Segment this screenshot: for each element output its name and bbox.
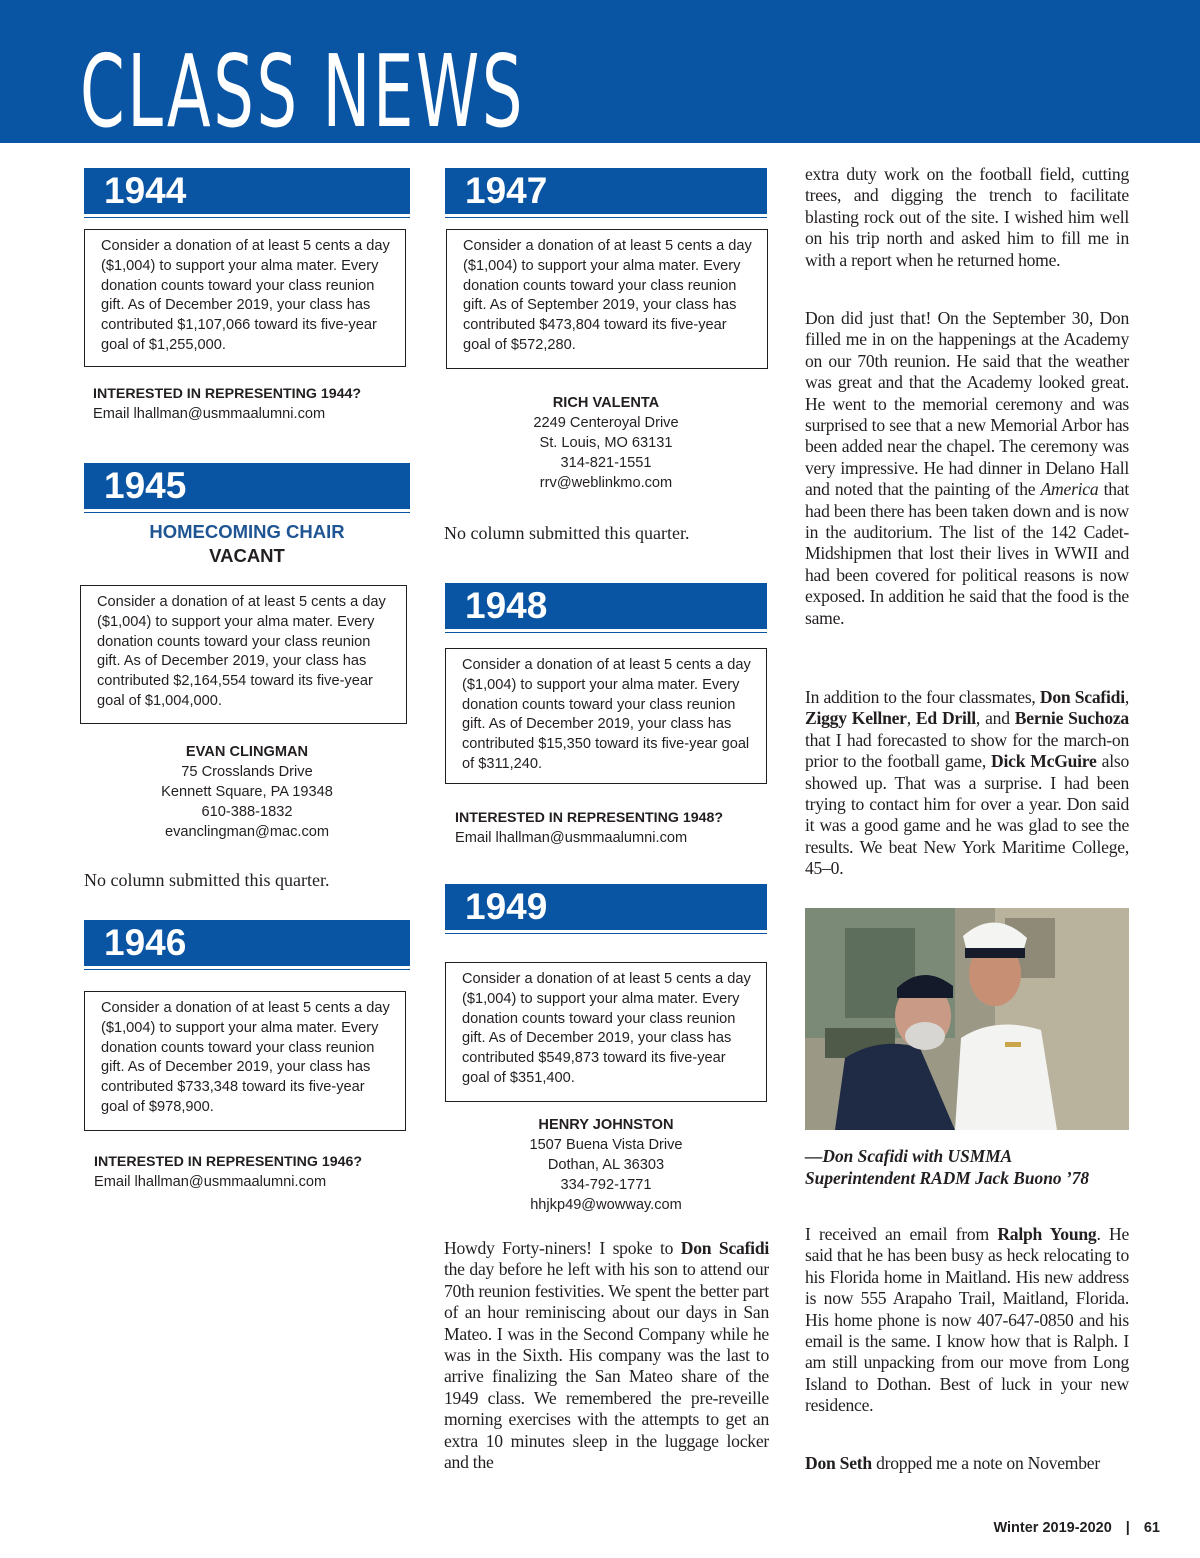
contact-email[interactable]: rrv@weblinkmo.com: [539, 475, 673, 491]
contact-phone: 610-388-1832: [201, 804, 293, 820]
text-run: ,: [1124, 687, 1129, 707]
contact-name: EVAN CLINGMAN: [185, 744, 309, 760]
reunion-photo: [805, 908, 1129, 1130]
classmate-name: Dick McGuire: [991, 751, 1097, 772]
contact-block-1945: [84, 742, 410, 842]
photo-caption: —Don Scafidi with USMMA Superintendent RADM Jack Buono ’78: [805, 1146, 1090, 1188]
text-run: also showed up. That was a surprise. I had been trying to contact him for over a year. Don said it was a good game and he was glad to see the results. We beat New York Maritime College, 45–0.: [805, 751, 1129, 879]
contact-city: Kennett Square, PA 19348: [161, 784, 333, 800]
contact-street: 1507 Buena Vista Drive: [529, 1137, 683, 1153]
contact-name: HENRY JOHNSTON: [538, 1117, 674, 1133]
column-paragraph-1: [444, 1238, 769, 1476]
representing-email-1944[interactable]: Email lhallman@usmmaalumni.com: [93, 406, 326, 422]
homecoming-chair: [84, 520, 410, 568]
page-number: 61: [1143, 1520, 1160, 1536]
donation-box-1947: Consider a donation of at least 5 cents a day ($1,004) to support your alma mater. Every donation counts toward your class reunion gift. As of September 2019, your class has contributed $473,804 toward its five-year goal of $572,280.: [446, 229, 768, 369]
year-heading-1946: 1946: [84, 920, 410, 966]
column-paragraph-2: [805, 308, 1129, 629]
column-paragraph-4: [805, 1224, 1129, 1417]
classmate-name: Don Scafidi: [1039, 687, 1125, 707]
representing-email-1946[interactable]: Email lhallman@usmmaalumni.com: [94, 1174, 327, 1190]
text-run: the day before he left with his son to attend our 70th reunion festivities. We spent the better part of an hour reminiscing about our days in San Mateo. I was in the Second Company while he was in the Sixth. His company was the last to arrive finalizing the San Mateo share of the 1949 class. We remembered the pre-reveille morning exercises with the attempts to get an extra 10 minutes sleep in the luggage locker and the: [444, 1259, 769, 1473]
year-heading-1948: 1948: [445, 583, 767, 629]
contact-street: 75 Crosslands Drive: [181, 764, 313, 780]
text-run: . He said that he has been busy as heck relocating to his Florida home in Maitland. His new address is now 555 Arapaho Trail, Maitland, Florida. His home phone is now 407-647-0850 and his email is the same. I know how that is Ralph. I am still unpacking from our move from Long Island to Dothan. Best of luck in your new residence.: [805, 1224, 1129, 1416]
text-run: , and: [975, 708, 1015, 729]
homecoming-chair-title: HOMECOMING CHAIR: [149, 521, 345, 542]
representing-heading-1944: INTERESTED IN REPRESENTING 1944?: [93, 386, 362, 402]
donation-box-1949: Consider a donation of at least 5 cents a day ($1,004) to support your alma mater. Every donation counts toward your class reunion gift. As of December 2019, your class has contributed $549,873 toward its five-year goal of $351,400.: [445, 962, 767, 1102]
column-paragraph-1-continued: extra duty work on the football field, cutting trees, and digging the trench to facilitate blasting rock out of the site. I wished him well on his trip north and asked him to fill me in with a report when he returned home.: [805, 164, 1129, 270]
year-heading-1945: 1945: [84, 463, 410, 509]
representing-heading-1946: INTERESTED IN REPRESENTING 1946?: [94, 1154, 363, 1170]
donation-box-1948: Consider a donation of at least 5 cents a day ($1,004) to support your alma mater. Every donation counts toward your class reunion gift. As of December 2019, your class has contributed $15,350 toward its five-year goal of $311,240.: [445, 648, 767, 784]
contact-email[interactable]: hhjkp49@wowway.com: [530, 1197, 682, 1213]
contact-name: RICH VALENTA: [552, 395, 660, 411]
contact-email[interactable]: evanclingman@mac.com: [164, 824, 330, 840]
classmate-name: Ralph Young: [997, 1224, 1097, 1244]
text-run: ,: [906, 708, 916, 729]
donation-box-1945: Consider a donation of at least 5 cents a day ($1,004) to support your alma mater. Every donation counts toward your class reunion gift. As of December 2019, your class has contributed $2,164,554 toward its five-year goal of $1,004,000.: [80, 585, 407, 724]
donation-box-1946: Consider a donation of at least 5 cents a day ($1,004) to support your alma mater. Every donation counts toward your class reunion gift. As of December 2019, your class has contributed $733,348 toward its five-year goal of $978,900.: [84, 991, 406, 1131]
classmate-name: Don Seth: [805, 1453, 872, 1473]
text-run: dropped me a note on November: [871, 1453, 1100, 1473]
text-run: I received an email from: [805, 1224, 998, 1244]
text-run: that had been there has been taken down and is now in the auditorium. The list of the 142 Cadet-Midshipmen that lost their lives in WWII and had been covered for political reasons is now exposed. In addition he said that the food is the same.: [805, 479, 1130, 628]
classmate-name: Don Scafidi: [680, 1238, 769, 1258]
representing-email-1948[interactable]: Email lhallman@usmmaalumni.com: [455, 830, 688, 846]
header-banner: [0, 0, 1200, 150]
contact-city: St. Louis, MO 63131: [539, 435, 673, 451]
page-title: CLASS NEWS: [80, 33, 526, 150]
donation-box-1944: Consider a donation of at least 5 cents a day ($1,004) to support your alma mater. Every donation counts toward your class reunion gift. As of December 2019, your class has contributed $1,107,066 toward its five-year goal of $1,255,000.: [84, 229, 406, 367]
classmate-name: Ed Drill: [915, 708, 976, 729]
contact-block-1949: [445, 1115, 767, 1215]
classmate-name: Ziggy Kellner: [805, 708, 907, 729]
year-heading-1944: 1944: [84, 168, 410, 214]
reunion-photo-illustration: [805, 908, 1129, 1130]
column-paragraph-3: [805, 687, 1129, 880]
contact-phone: 334-792-1771: [560, 1177, 652, 1193]
ship-name: America: [1040, 479, 1099, 500]
contact-street: 2249 Centeroyal Drive: [533, 415, 679, 431]
homecoming-chair-status: VACANT: [209, 545, 285, 566]
no-column-note-1945: No column submitted this quarter.: [84, 870, 330, 890]
footer-separator: |: [1125, 1520, 1130, 1536]
no-column-note-1947: No column submitted this quarter.: [444, 523, 690, 543]
contact-phone: 314-821-1551: [560, 455, 652, 471]
text-run: Don did just that! On the September 30, Don filled me in on the happenings at the Academy on our 70th reunion. He said that the weather was great and that the Academy looked great. He went to the memorial ceremony and was surprised to see that a new Memorial Arbor has been added near the chapel. The ceremony was very impressive. He had dinner in Delano Hall and noted that the painting of the: [805, 308, 1129, 500]
representing-heading-1948: INTERESTED IN REPRESENTING 1948?: [455, 810, 724, 826]
contact-block-1947: [445, 393, 767, 493]
page-footer: [993, 1520, 1160, 1536]
column-paragraph-5: [805, 1453, 1129, 1474]
text-run: that I had forecasted to show for the march-on prior to the football game,: [805, 729, 1129, 772]
classmate-name: Bernie Suchoza: [1014, 708, 1129, 729]
text-run: Howdy Forty-niners! I spoke to: [444, 1238, 681, 1258]
year-heading-1947: 1947: [445, 168, 767, 214]
text-run: In addition to the four classmates,: [805, 687, 1040, 707]
year-heading-1949: 1949: [445, 884, 767, 930]
issue-label: Winter 2019-2020: [993, 1520, 1112, 1536]
contact-city: Dothan, AL 36303: [547, 1157, 665, 1173]
